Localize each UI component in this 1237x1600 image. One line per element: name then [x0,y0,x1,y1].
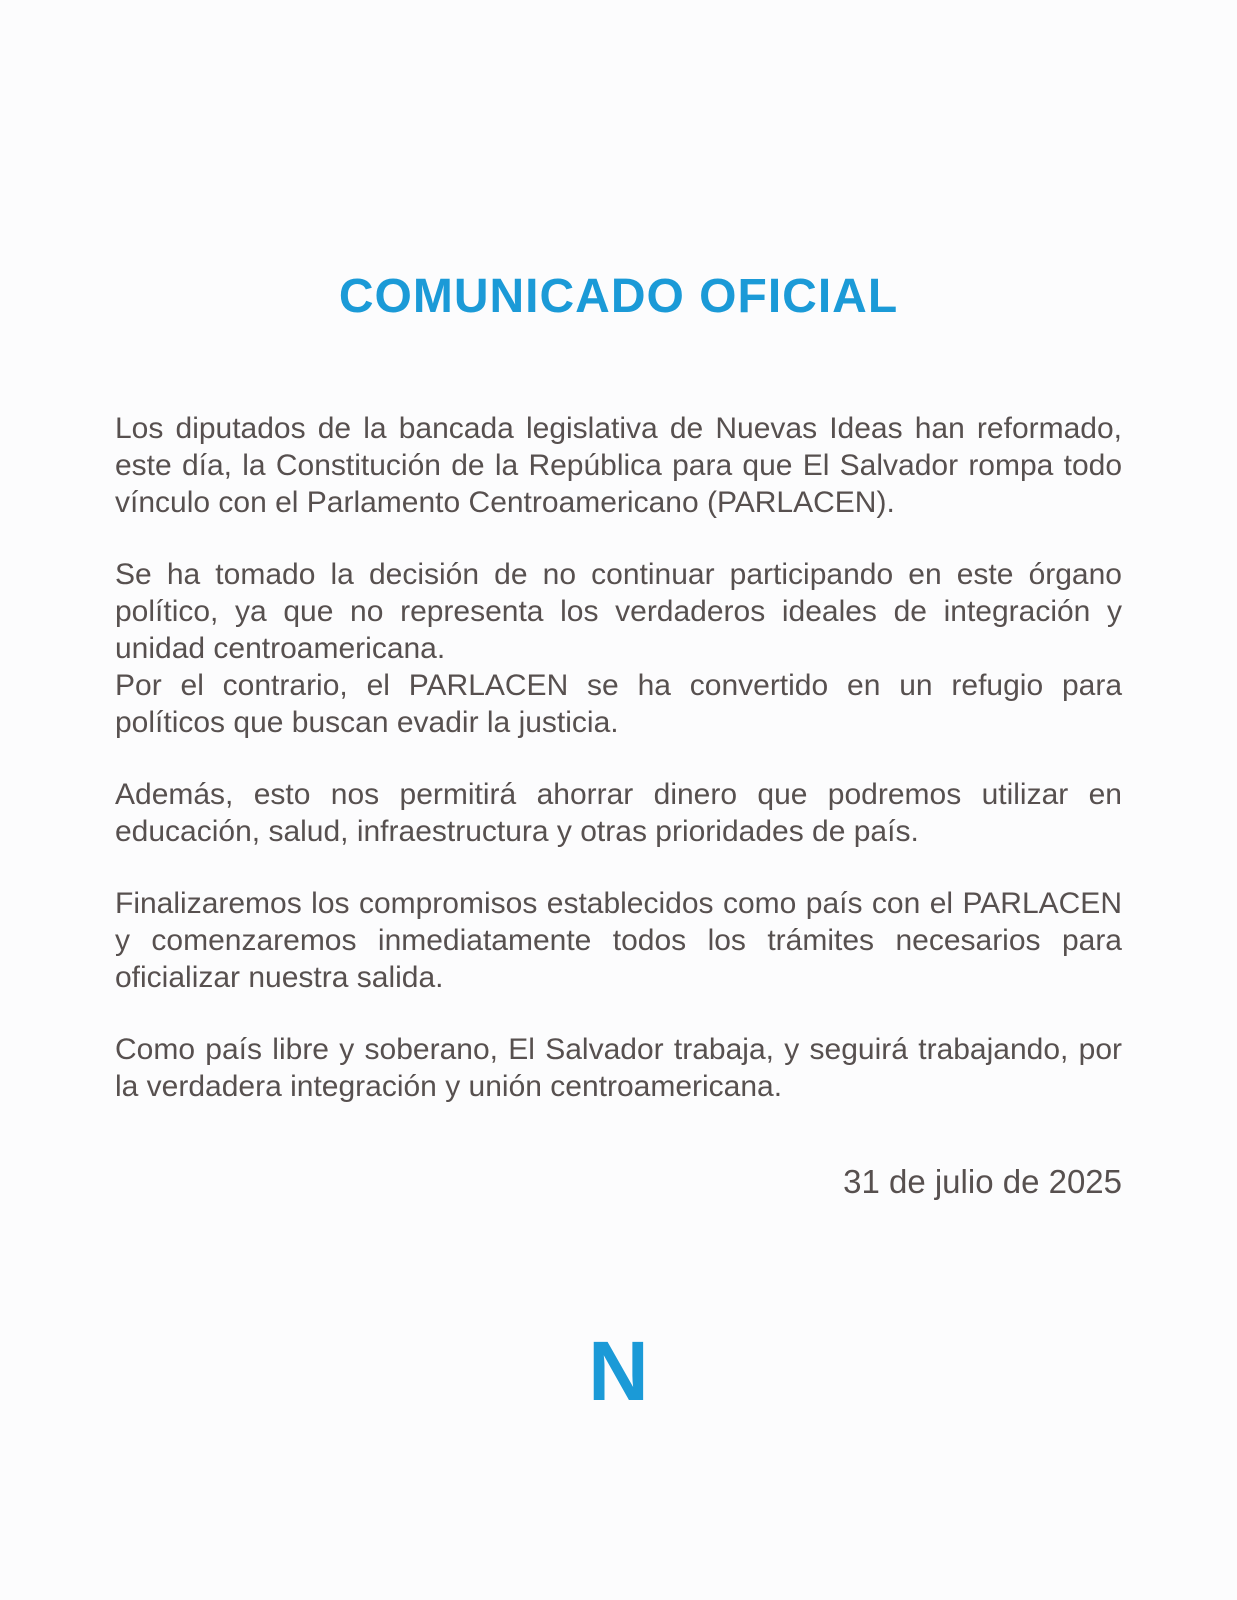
communique-body [115,410,1122,1105]
paragraph-decision: Se ha tomado la decisión de no continuar participando en este órgano político, ya que no representa los verdaderos ideales de integración y unidad centroamericana. [115,558,1122,665]
page-title: COMUNICADO OFICIAL [338,270,899,323]
date-text: 31 de julio de 2025 [843,1163,1122,1200]
paragraph-reform-constitution: Los diputados de la bancada legislativa de Nuevas Ideas han reformado, este día, la Constitución de la República para que El Salvador rompa todo vínculo con el Parlamento Centroamericano (PARLACEN). [115,412,1122,519]
paragraph-sovereignty: Como país libre y soberano, El Salvador trabaja, y seguirá trabajando, por la verdadera integración y unión centroamericana. [115,1033,1122,1103]
paragraph-savings: Además, esto nos permitirá ahorrar dinero que podremos utilizar en educación, salud, infraestructura y otras prioridades de país. [115,778,1122,848]
nuevas-ideas-n-logo: N [588,1324,649,1418]
paragraph-refuge: Por el contrario, el PARLACEN se ha convertido en un refugio para políticos que buscan evadir la justicia. [115,669,1122,739]
paragraph-commitments: Finalizaremos los compromisos establecidos como país con el PARLACEN y comenzaremos inmediatamente todos los trámites necesarios para oficializar nuestra salida. [115,887,1122,994]
